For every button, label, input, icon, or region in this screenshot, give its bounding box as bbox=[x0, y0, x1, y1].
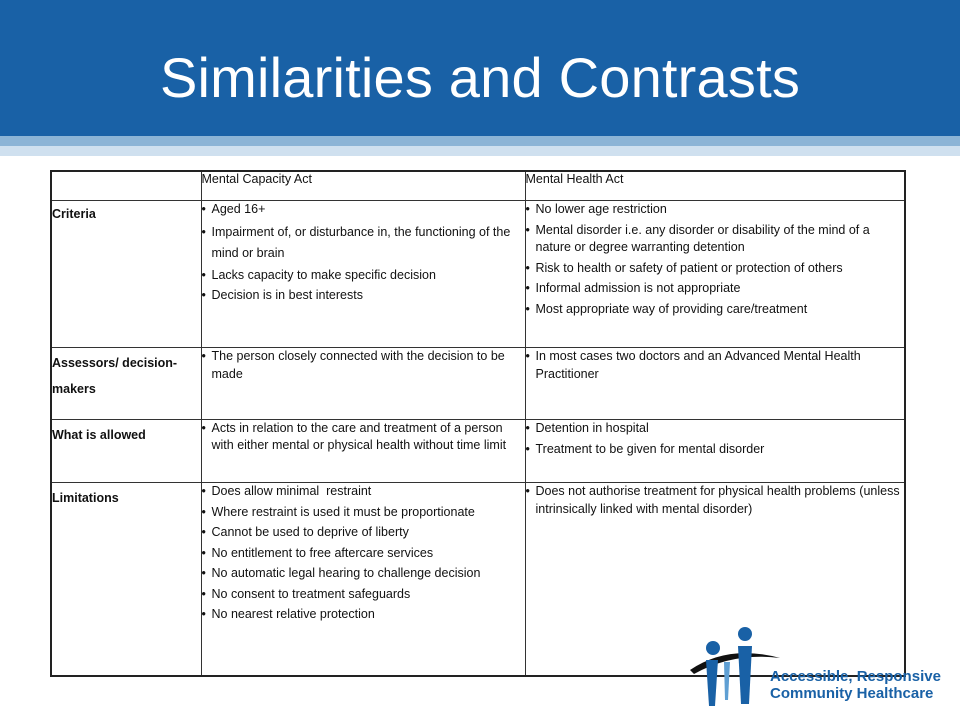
list-item: • Acts in relation to the care and treatment of a person with either mental or physical health without time limit bbox=[202, 420, 525, 454]
bullet-list bbox=[526, 483, 905, 518]
table-row-criteria bbox=[51, 201, 905, 348]
list-item: • The person closely connected with the decision to be made bbox=[202, 348, 525, 383]
mha-cell bbox=[525, 348, 905, 420]
row-label: Criteria bbox=[51, 201, 201, 348]
corner-cell bbox=[51, 171, 201, 201]
mca-cell bbox=[201, 201, 525, 348]
comparison-table bbox=[50, 170, 906, 677]
list-item: • Treatment to be given for mental disorder bbox=[526, 441, 905, 459]
bullet-list bbox=[202, 348, 525, 383]
list-item: • No automatic legal hearing to challenge decision bbox=[202, 565, 525, 583]
table-row-what-is-allowed bbox=[51, 420, 905, 483]
list-item: • Most appropriate way of providing care/treatment bbox=[526, 301, 905, 319]
list-item: • No entitlement to free aftercare services bbox=[202, 545, 525, 563]
mca-cell bbox=[201, 483, 525, 676]
banner-stripe-light bbox=[0, 146, 960, 156]
list-item: • Decision is in best interests bbox=[202, 287, 525, 305]
list-item: • Lacks capacity to make specific decision bbox=[202, 267, 525, 285]
list-item: • Risk to health or safety of patient or protection of others bbox=[526, 260, 905, 278]
list-item: • In most cases two doctors and an Advanced Mental Health Practitioner bbox=[526, 348, 905, 383]
organisation-logo-text bbox=[770, 668, 941, 702]
mca-cell bbox=[201, 348, 525, 420]
row-label: What is allowed bbox=[51, 420, 201, 483]
list-item: • Aged 16+ bbox=[202, 201, 525, 219]
bullet-list bbox=[202, 201, 525, 305]
list-item: • No nearest relative protection bbox=[202, 606, 525, 624]
list-item: • No lower age restriction bbox=[526, 201, 905, 219]
bullet-list bbox=[202, 420, 525, 454]
banner-stripe bbox=[0, 136, 960, 146]
list-item: • Detention in hospital bbox=[526, 420, 905, 438]
logo-line-2: Community Healthcare bbox=[770, 685, 934, 702]
list-item: • Where restraint is used it must be proportionate bbox=[202, 504, 525, 522]
column-header-mha: Mental Health Act bbox=[525, 171, 905, 201]
table-header-row bbox=[51, 171, 905, 201]
column-header-mca: Mental Capacity Act bbox=[201, 171, 525, 201]
logo-line-1: Accessible, Responsive bbox=[770, 668, 941, 685]
list-item: • Mental disorder i.e. any disorder or disability of the mind of a nature or degree warranting detention bbox=[526, 222, 905, 257]
mca-cell bbox=[201, 420, 525, 483]
row-label: Assessors/ decision-makers bbox=[51, 348, 201, 420]
list-item: • Does not authorise treatment for physical health problems (unless intrinsically linked with mental disorder) bbox=[526, 483, 905, 518]
bullet-list bbox=[526, 201, 905, 318]
mha-cell bbox=[525, 420, 905, 483]
bullet-list bbox=[202, 483, 525, 624]
mha-cell bbox=[525, 201, 905, 348]
bullet-list bbox=[526, 348, 905, 383]
row-label: Limitations bbox=[51, 483, 201, 676]
table-row-assessors bbox=[51, 348, 905, 420]
list-item: • No consent to treatment safeguards bbox=[202, 586, 525, 604]
list-item: • Informal admission is not appropriate bbox=[526, 280, 905, 298]
bullet-list bbox=[526, 420, 905, 458]
list-item: • Cannot be used to deprive of liberty bbox=[202, 524, 525, 542]
list-item: • Does allow minimal restraint bbox=[202, 483, 525, 501]
list-item: • Impairment of, or disturbance in, the functioning of the mind or brain bbox=[202, 222, 525, 264]
slide-title: Similarities and Contrasts bbox=[159, 46, 801, 109]
